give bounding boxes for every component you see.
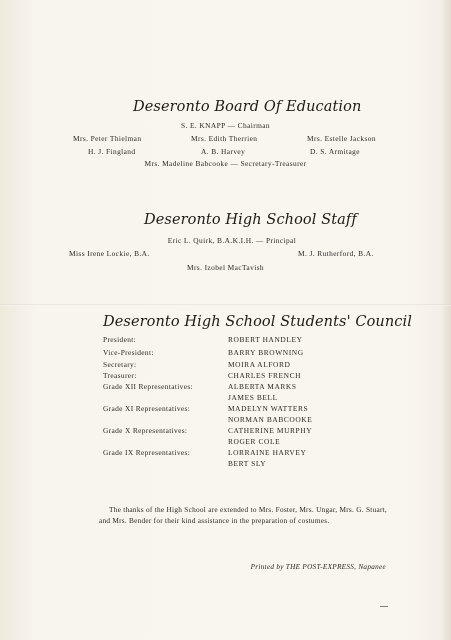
council-role: Treasurer:	[103, 371, 137, 380]
council-name: ALBERTA MARKS	[228, 382, 297, 391]
council-name: JAMES BELL	[228, 393, 278, 402]
council-role: Grade IX Representatives:	[103, 448, 191, 457]
paper-mark	[380, 606, 388, 607]
board-chairman: S. E. KNAPP — Chairman	[180, 121, 270, 130]
council-row	[0, 459, 451, 470]
council-name: NORMAN BABCOOKE	[228, 415, 313, 424]
council-role: President:	[103, 335, 137, 344]
council-row	[0, 348, 451, 359]
council-row	[0, 360, 451, 371]
council-name: BERT SLY	[228, 459, 267, 468]
board-member: Mrs. Edith Therrien	[191, 134, 258, 143]
council-name: ROGER COLE	[228, 437, 281, 446]
council-role: Grade XII Representatives:	[103, 382, 193, 391]
council-row	[0, 382, 451, 393]
council-heading: Deseronto High School Students' Council	[103, 314, 412, 330]
thanks-paragraph: The thanks of the High School are extended to Mrs. Foster, Mrs. Ungar, Mrs. G. Stuart, and Mrs. Bender for their kind assistance in the preparation of costumes.	[99, 505, 387, 525]
board-member: A. B. Harvey	[201, 147, 246, 156]
council-row	[0, 371, 451, 382]
staff-member: M. J. Rutherford, B.A.	[298, 249, 374, 258]
council-row	[0, 335, 451, 346]
council-role: Grade XI Representatives:	[103, 404, 191, 413]
council-row	[0, 415, 451, 426]
council-name: BARRY BROWNING	[228, 348, 304, 357]
council-name: CATHERINE MURPHY	[228, 426, 313, 435]
staff-principal: Eric L. Quirk, B.A.K.I.H. — Principal	[167, 236, 297, 245]
council-name: ROBERT HANDLEY	[228, 335, 303, 344]
board-member: D. S. Armitage	[310, 147, 360, 156]
council-role: Vice-President:	[103, 348, 154, 357]
board-heading: Deseronto Board Of Education	[133, 99, 362, 115]
board-member: Mrs. Peter Thielman	[73, 134, 142, 143]
council-row	[0, 426, 451, 437]
council-name: CHARLES FRENCH	[228, 371, 302, 380]
board-secretary: Mrs. Madeline Babcooke — Secretary-Treasurer	[144, 159, 307, 168]
board-member: H. J. Fingland	[88, 147, 136, 156]
council-name: LORRAINE HARVEY	[228, 448, 307, 457]
paper-fold-line	[0, 304, 451, 306]
council-role: Secretary:	[103, 360, 137, 369]
council-row	[0, 437, 451, 448]
council-role: Grade X Representatives:	[103, 426, 188, 435]
staff-heading: Deseronto High School Staff	[144, 212, 357, 228]
council-row	[0, 448, 451, 459]
staff-member: Miss Irene Lockie, B.A.	[69, 249, 150, 258]
council-name: MOIRA ALFORD	[228, 360, 291, 369]
council-name: MADELYN WATTERS	[228, 404, 309, 413]
paper-edge-shadow	[441, 0, 451, 640]
board-member: Mrs. Estelle Jackson	[307, 134, 376, 143]
staff-member: Mrs. Izobel MacTavish	[186, 263, 265, 272]
council-row	[0, 404, 451, 415]
printer-credit: Printed by THE POST-EXPRESS, Napanee	[250, 563, 386, 571]
council-row	[0, 393, 451, 404]
